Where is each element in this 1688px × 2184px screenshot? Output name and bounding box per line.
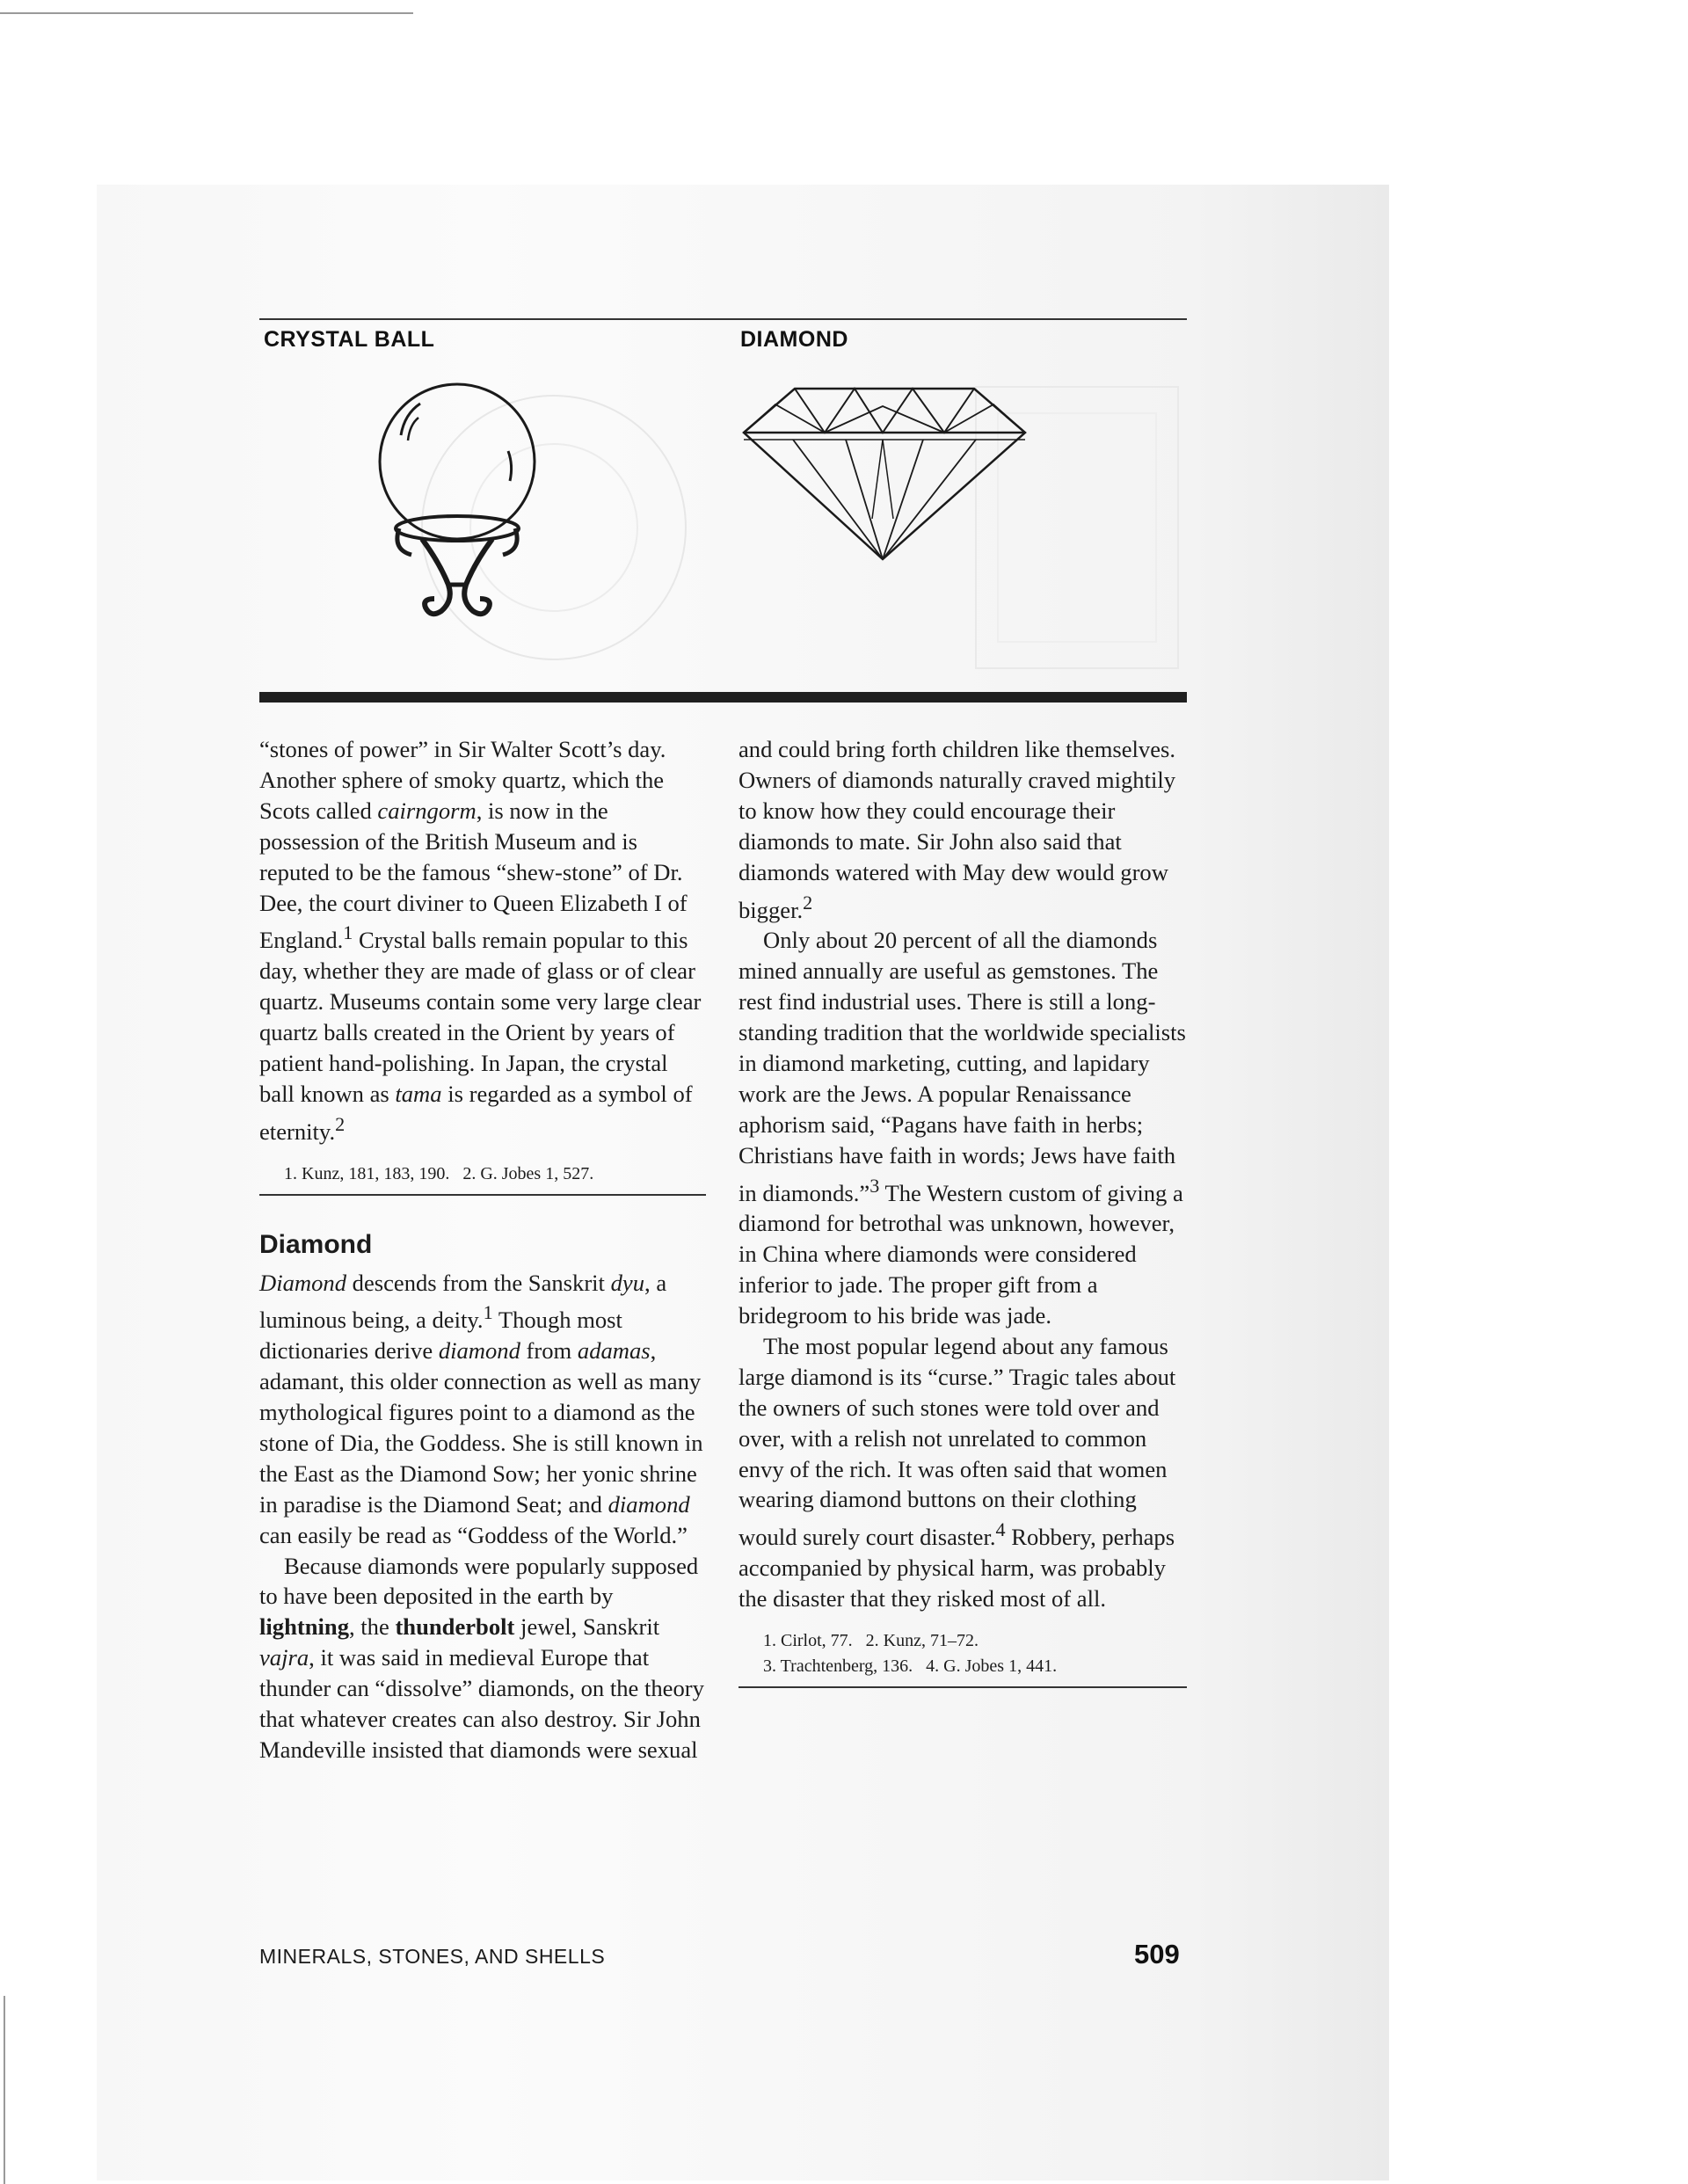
diamond-label: DIAMOND	[740, 327, 848, 352]
left-column	[259, 734, 706, 1765]
diamond-notes	[738, 1628, 1187, 1679]
note-line: 3. Trachtenberg, 136. 4. G. Jobes 1, 441.	[763, 1656, 1058, 1676]
diamond-text-4: Only about 20 percent of all the diamonds mined annually are useful as gemstones. The rest find industrial uses. There is still a long-standing tradition that the worldwide specialists in diamond marketing, cutting, and lapidary work are the Jews. A popular Renaissance aphorism said, “Pagans have faith in herbs; Christians have faith in words; Jews have faith in diamonds.”$^3$ The Western custom of giving a diamond for betrothal was unknown, however, in China where diamonds were considered inferior to jade. The proper gift from a bridegroom to his bride was jade.	[738, 927, 1186, 1329]
scan-edge-left	[4, 1996, 5, 2184]
symbol-divider-rule	[259, 692, 1187, 703]
crystal-ball-label: CRYSTAL BALL	[264, 327, 435, 352]
diamond-text-5: The most popular legend about any famous large diamond is its “curse.” Tragic tales about the owners of such stones were told over and over, with a relish not unrelated to common envy of the rich. It was often said that women wearing diamond buttons on their clothing would surely court disaster.$^4$ Robbery, perhaps accompanied by physical harm, was probably the disaster that they risked most of all.	[738, 1332, 1176, 1613]
notes-rule	[738, 1686, 1187, 1688]
right-column	[738, 734, 1187, 1688]
crystal-ball-notes	[259, 1161, 706, 1187]
scan-edge-top	[0, 12, 413, 14]
diamond-text-3: and could bring forth children like themselves. Owners of diamonds naturally craved mightily to know how they could encourage their diamonds to mate. Sir John also said that diamonds watered with May dew would grow bigger.$^2$	[738, 736, 1176, 923]
section-heading: Diamond	[259, 1229, 373, 1259]
diamond-icon	[740, 378, 1030, 563]
diamond-text-1: Diamond descends from the Sanskrit dyu, a luminous being, a deity.$^1$ Though most dictionaries derive diamond from adamas, adamant, this older connection as well as many mythological figures point to a diamond as the stone of Dia, the Goddess. She is still known in the East as the Diamond Sow; her yonic shrine in paradise is the Diamond Seat; and diamond can easily be read as “Goddess of the World.”	[259, 1269, 703, 1548]
diamond-text-2: Because diamonds were popularly supposed to have been deposited in the earth by lightning, the thunderbolt jewel, Sanskrit vajra, it was said in medieval Europe that thunder can “dissolve” diamonds, on the theory that whatever creates can also destroy. Sir John Mandeville insisted that diamonds were sexual	[259, 1552, 704, 1763]
notes-rule	[259, 1194, 706, 1196]
header-rule	[259, 318, 1187, 320]
crystal-ball-icon	[360, 374, 554, 637]
note-line: 1. Cirlot, 77. 2. Kunz, 71–72.	[763, 1630, 979, 1650]
note-line: 1. Kunz, 181, 183, 190. 2. G. Jobes 1, 527.	[284, 1163, 594, 1183]
crystal-ball-text: “stones of power” in Sir Walter Scott’s day. Another sphere of smoky quartz, which the Scots called cairngorm, is now in the possession of the British Museum and is reputed to be the famous “shew-stone” of Dr. Dee, the court diviner to Queen Elizabeth I of England.$^1$ Crystal balls remain popular to this day, whether they are made of glass or of clear quartz. Museums contain some very large clear quartz balls created in the Orient by years of patient hand-polishing. In Japan, the crystal ball known as tama is regarded as a symbol of eternity.$^2$	[259, 736, 702, 1145]
running-footer: MINERALS, STONES, AND SHELLS	[259, 1945, 606, 1968]
page-number: 509	[1134, 1939, 1180, 1969]
